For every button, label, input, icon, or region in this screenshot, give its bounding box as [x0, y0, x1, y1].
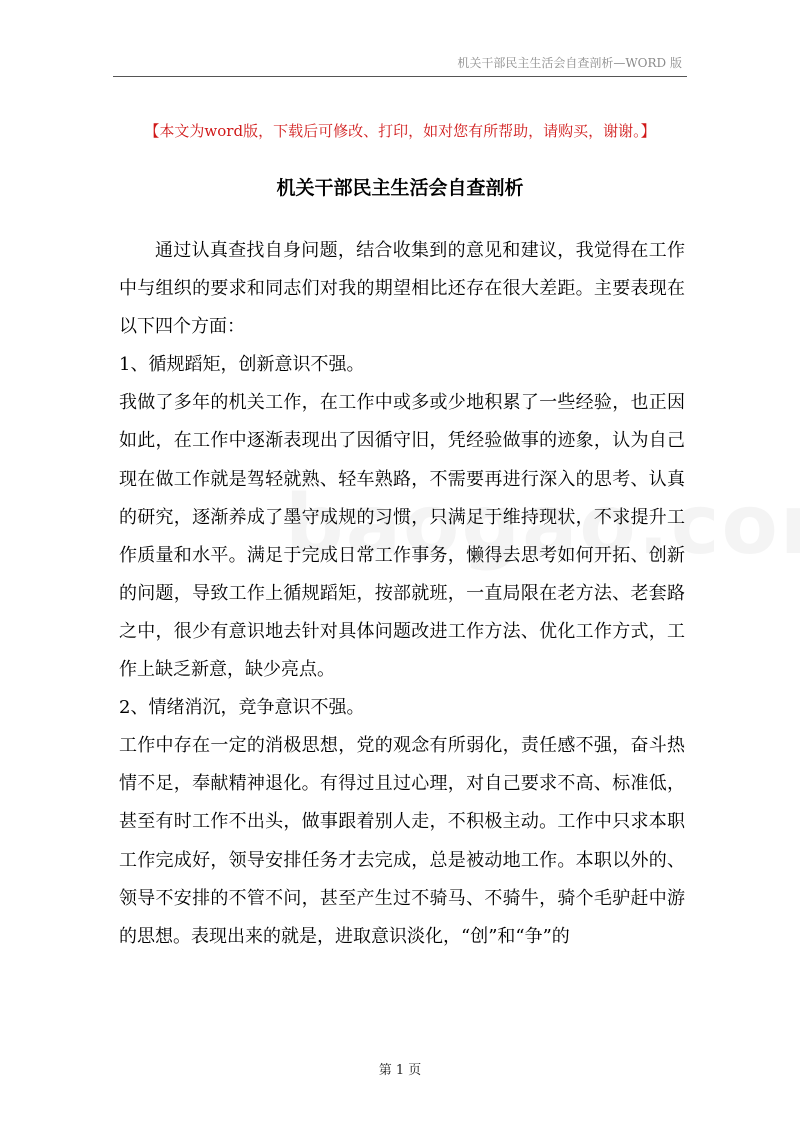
section-heading-2: 2、情绪消沉，竞争意识不强。 — [119, 697, 365, 719]
document-title: 机关干部民主生活会自查剖析 — [276, 177, 524, 199]
header-divider — [113, 76, 687, 77]
paragraph-section-2: 工作中存在一定的消极思想，党的观念有所弱化，责任感不强，奋斗热情不足，奉献精神退化。有得过且过心理，对自己要求不高、标准低，甚至有时工作不出头，做事跟着别人走，不积极主动。工作中只求本职工作完成好，领导安排任务才去完成，总是被动地工作。本职以外的、领导不安排的不管不问，甚至产生过不骑马、不骑牛，骑个毛驴赶中游的思想。表现出来的就是，进取意识淡化，“创”和“争”的 — [119, 735, 685, 947]
page-number: 第 1 页 — [378, 1063, 422, 1078]
purchase-notice: 【本文为word版，下载后可修改、打印，如对您有所帮助，请购买，谢谢。】 — [144, 122, 656, 140]
running-header: 机关干部民主生活会自查剖析—WORD 版 — [457, 56, 682, 70]
document-body — [119, 232, 685, 956]
paragraph-intro: 通过认真查找自身问题，结合收集到的意见和建议，我觉得在工作中与组织的要求和同志们对我的期望相比还存在很大差距。主要表现在以下四个方面： — [119, 240, 685, 338]
section-heading-1: 1、循规蹈矩，创新意识不强。 — [119, 354, 365, 376]
paragraph-section-1: 我做了多年的机关工作，在工作中或多或少地积累了一些经验，也正因如此，在工作中逐渐表现出了因循守旧，凭经验做事的迹象，认为自己现在做工作就是驾轻就熟、轻车熟路，不需要再进行深入的思考、认真的研究，逐渐养成了墨守成规的习惯，只满足于维持现状，不求提升工作质量和水平。满足于完成日常工作事务，懒得去思考如何开拓、创新的问题，导致工作上循规蹈矩，按部就班，一直局限在老方法、老套路之中，很少有意识地去针对具体问题改进工作方法、优化工作方式，工作上缺乏新意，缺少亮点。 — [119, 392, 685, 681]
